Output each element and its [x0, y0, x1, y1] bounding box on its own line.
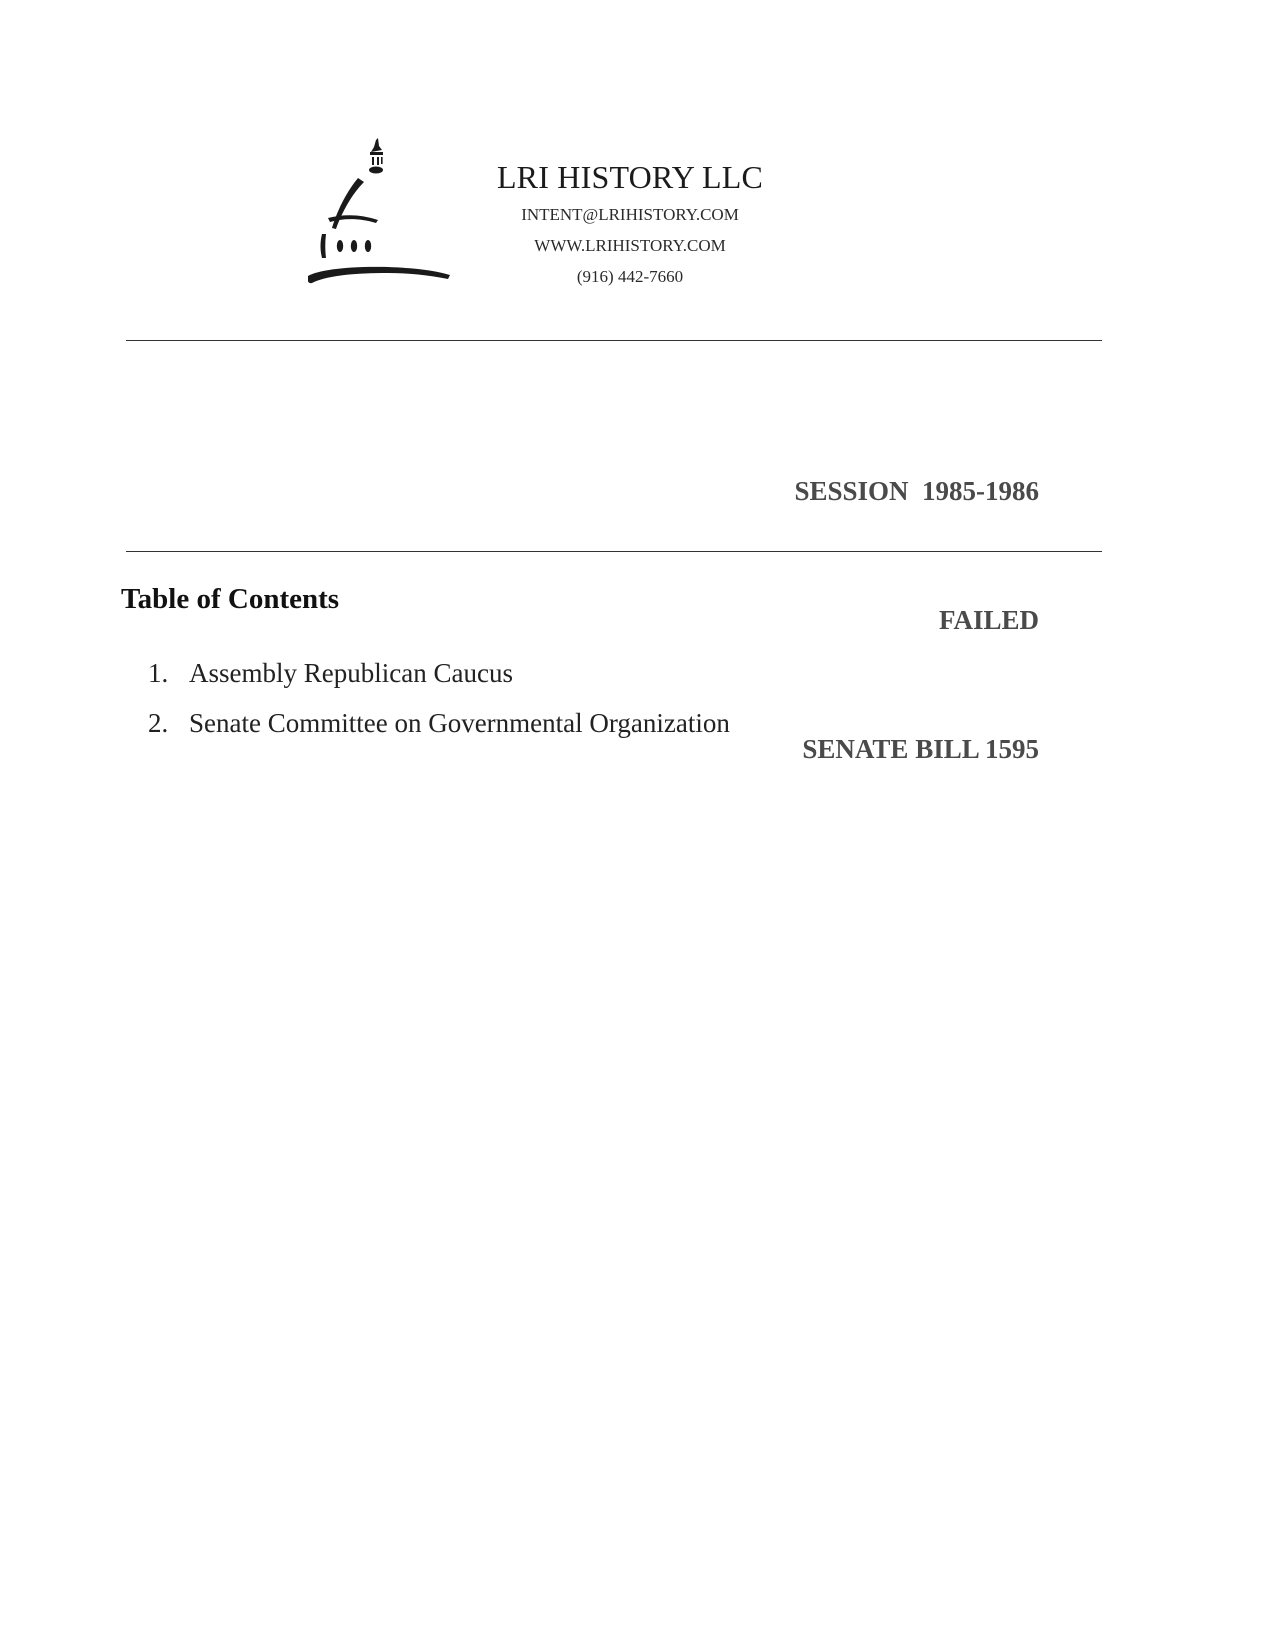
- toc-item-label: Assembly Republican Caucus: [189, 658, 513, 688]
- bill-info: [794, 384, 1039, 814]
- top-divider: [126, 340, 1102, 341]
- letterhead: [460, 158, 800, 292]
- bottom-divider: [126, 551, 1102, 552]
- toc-item-label: Senate Committee on Governmental Organization: [189, 708, 730, 738]
- toc-item: [148, 648, 730, 698]
- bill-number: SENATE BILL 1595: [802, 734, 1039, 764]
- session-label: SESSION 1985-1986: [794, 476, 1039, 506]
- bill-status: FAILED: [938, 605, 1039, 635]
- capitol-dome-icon: [308, 138, 450, 298]
- contact-phone: (916) 442-7660: [576, 267, 684, 286]
- toc-item-number: 1.: [148, 658, 169, 688]
- company-name: LRI HISTORY LLC: [496, 159, 764, 195]
- toc-list: [148, 648, 730, 748]
- toc-item-number: 2.: [148, 708, 169, 738]
- contact-email: INTENT@LRIHISTORY.COM: [521, 205, 739, 224]
- toc-item: [148, 698, 730, 748]
- contact-website: WWW.LRIHISTORY.COM: [534, 236, 726, 255]
- toc-title: Table of Contents: [121, 583, 340, 615]
